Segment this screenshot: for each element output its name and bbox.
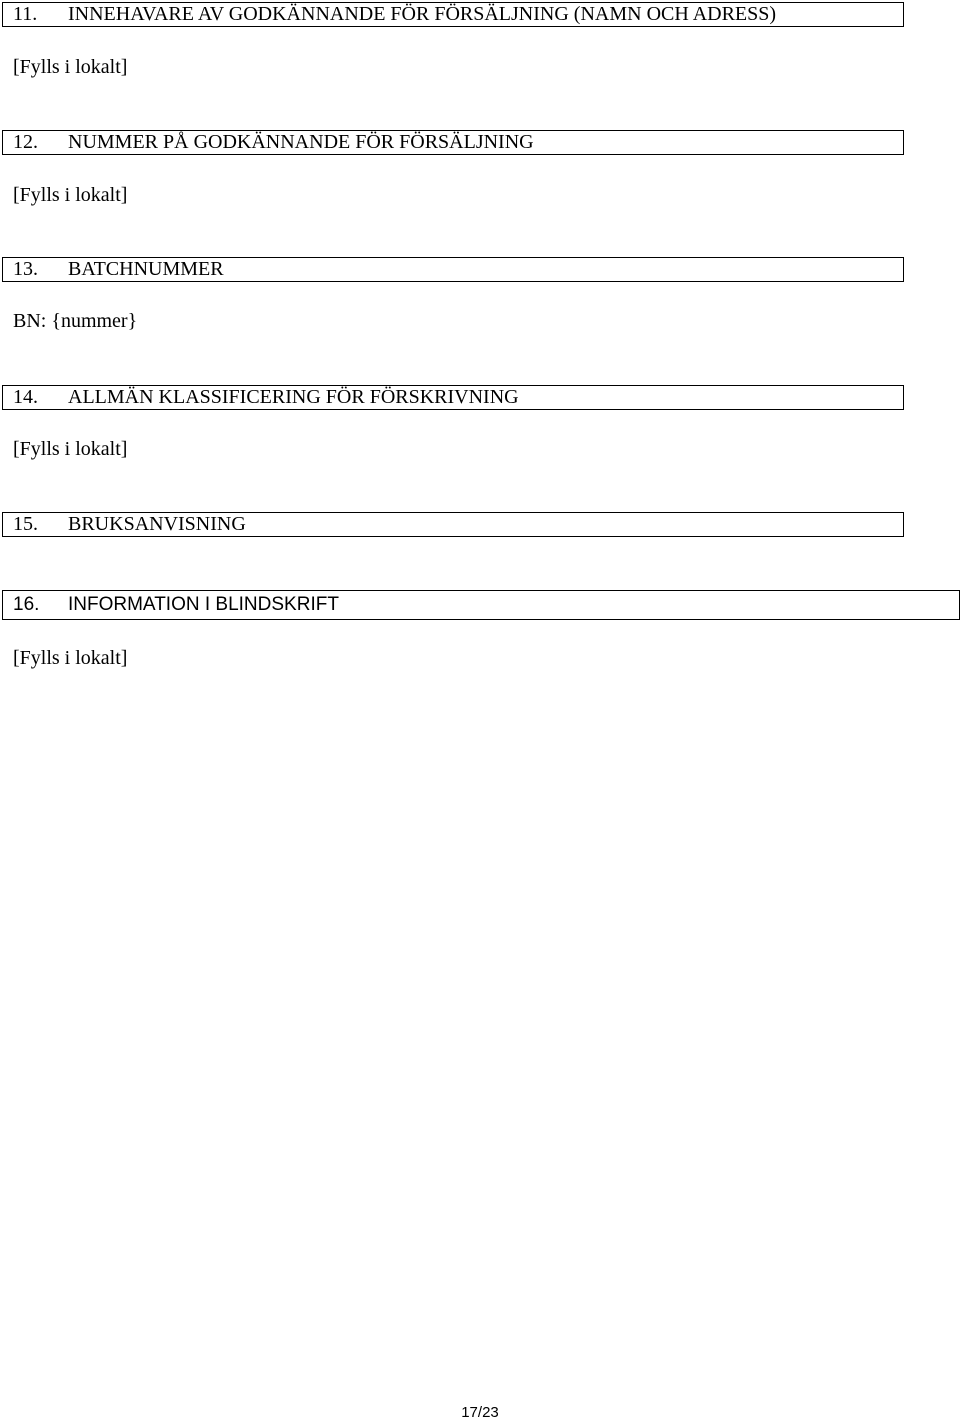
- section-title: BRUKSANVISNING: [68, 513, 246, 535]
- section-13-header: [2, 257, 904, 282]
- section-title: BATCHNUMMER: [68, 258, 224, 280]
- section-title: ALLMÄN KLASSIFICERING FÖR FÖRSKRIVNING: [68, 386, 519, 408]
- section-11-body: [Fylls i lokalt]: [13, 56, 128, 78]
- section-title: NUMMER PÅ GODKÄNNANDE FÖR FÖRSÄLJNING: [68, 131, 534, 153]
- page-number: 17/23: [461, 1404, 499, 1421]
- section-number: 16.: [13, 594, 40, 615]
- section-number: 15.: [13, 513, 38, 535]
- section-14-header: [2, 385, 904, 410]
- section-16-body: [Fylls i lokalt]: [13, 647, 128, 669]
- section-13-body: BN: {nummer}: [13, 310, 138, 332]
- section-15-header: [2, 512, 904, 537]
- section-14-body: [Fylls i lokalt]: [13, 438, 128, 460]
- section-12-body: [Fylls i lokalt]: [13, 184, 128, 206]
- section-title: INNEHAVARE AV GODKÄNNANDE FÖR FÖRSÄLJNING (NAMN OCH ADRESS): [68, 3, 777, 25]
- section-number: 12.: [13, 131, 38, 153]
- section-number: 14.: [13, 386, 38, 408]
- section-number: 11.: [13, 3, 38, 25]
- section-16-header: [2, 590, 960, 620]
- section-12-header: [2, 130, 904, 155]
- section-title: INFORMATION I BLINDSKRIFT: [68, 594, 339, 615]
- section-11-header: [2, 2, 904, 27]
- section-number: 13.: [13, 258, 38, 280]
